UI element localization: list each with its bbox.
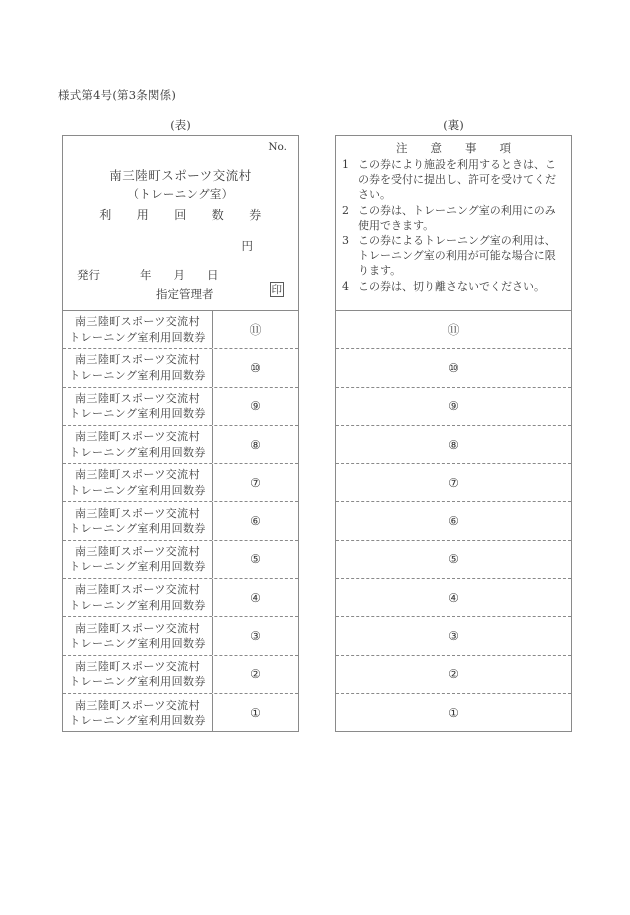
- table-row[interactable]: [63, 426, 298, 464]
- ticket-number-cell: ⑦: [448, 475, 459, 490]
- ticket-number-cell: ②: [448, 667, 459, 682]
- ticket-kind-line: トレーニング室利用回数券: [69, 483, 206, 497]
- back-notes-card: [336, 136, 571, 311]
- ticket-number-cell: ⑨: [448, 399, 459, 414]
- note-item: [342, 279, 565, 294]
- ticket-name-cell: [63, 541, 213, 578]
- table-row[interactable]: [63, 502, 298, 540]
- back-panel-caption: (裏): [443, 118, 464, 132]
- note-text: この券により施設を利用するときは、この券を受付に提出し、許可を受けてください。: [358, 158, 556, 202]
- ticket-number-cell: ⑨: [250, 399, 261, 414]
- ticket-name-cell: [63, 502, 213, 539]
- ticket-kind-title: 利 用 回 数 券: [99, 208, 262, 222]
- note-number: 1: [342, 158, 349, 171]
- note-item: [342, 233, 565, 279]
- ticket-number-cell: ⑥: [250, 514, 261, 529]
- ticket-name-cell: [63, 311, 213, 348]
- yen-unit-label: 円: [241, 239, 253, 253]
- ticket-facility-line: 南三陸町スポーツ交流村: [75, 430, 200, 444]
- issue-label: 発行: [77, 268, 100, 282]
- note-text: この券によるトレーニング室の利用は、トレーニング室の利用が可能な場合に限ります。: [358, 234, 556, 278]
- ticket-facility-line: 南三陸町スポーツ交流村: [75, 583, 200, 597]
- ticket-facility-line: 南三陸町スポーツ交流村: [75, 621, 200, 635]
- note-number: 4: [342, 279, 349, 293]
- form-number: 様式第4号(第3条関係): [58, 88, 177, 102]
- ticket-facility-line: 南三陸町スポーツ交流村: [75, 391, 200, 405]
- front-ticket-list: [63, 311, 298, 732]
- month-label: 月: [173, 268, 185, 282]
- note-text: この券は、トレーニング室の利用にのみ使用できます。: [358, 203, 556, 232]
- facility-name: 南三陸町スポーツ交流村: [109, 168, 252, 183]
- ticket-kind-line: トレーニング室利用回数券: [69, 330, 206, 344]
- table-row[interactable]: [63, 579, 298, 617]
- ticket-kind-line: トレーニング室利用回数券: [69, 368, 206, 382]
- back-panel: [335, 135, 572, 732]
- table-row[interactable]: [336, 656, 571, 694]
- ticket-kind-line: トレーニング室利用回数券: [69, 637, 206, 651]
- ticket-name-cell: [63, 579, 213, 616]
- ticket-facility-line: 南三陸町スポーツ交流村: [75, 353, 200, 367]
- front-panel: [62, 135, 299, 732]
- note-item: [342, 203, 565, 233]
- front-panel-caption: (表): [170, 118, 191, 132]
- ticket-kind-line: トレーニング室利用回数券: [69, 445, 206, 459]
- ticket-name-cell: [63, 656, 213, 693]
- ticket-number-cell: ⑥: [448, 514, 459, 529]
- ticket-facility-line: 南三陸町スポーツ交流村: [75, 659, 200, 673]
- notes-title: 注 意 事 項: [396, 141, 511, 155]
- table-row[interactable]: [336, 694, 571, 732]
- table-row[interactable]: [336, 502, 571, 540]
- table-row[interactable]: [336, 541, 571, 579]
- back-ticket-list: [336, 311, 571, 732]
- ticket-number-cell: ⑪: [447, 323, 460, 338]
- ticket-facility-line: 南三陸町スポーツ交流村: [75, 315, 200, 329]
- ticket-number-cell: ⑦: [250, 475, 261, 490]
- room-name: （トレーニング室）: [127, 187, 234, 201]
- ticket-name-cell: [63, 694, 213, 732]
- ticket-facility-line: 南三陸町スポーツ交流村: [75, 506, 200, 520]
- manager-label: 指定管理者: [156, 287, 214, 301]
- table-row[interactable]: [63, 464, 298, 502]
- front-header-card: [63, 136, 298, 311]
- table-row[interactable]: [336, 388, 571, 426]
- ticket-kind-line: トレーニング室利用回数券: [69, 560, 206, 574]
- table-row[interactable]: [63, 388, 298, 426]
- ticket-name-cell: [63, 617, 213, 654]
- notes-list: [342, 157, 565, 294]
- ticket-number-cell: ②: [250, 667, 261, 682]
- ticket-name-cell: [63, 349, 213, 386]
- ticket-number-cell: ①: [250, 706, 261, 721]
- ticket-number-cell: ⑩: [448, 360, 459, 375]
- year-label: 年: [140, 268, 152, 282]
- table-row[interactable]: [336, 311, 571, 349]
- day-label: 日: [207, 268, 219, 282]
- ticket-number-cell: ⑤: [250, 552, 261, 567]
- ticket-kind-line: トレーニング室利用回数券: [69, 407, 206, 421]
- note-number: 2: [342, 203, 349, 217]
- table-row[interactable]: [63, 694, 298, 732]
- table-row[interactable]: [336, 579, 571, 617]
- table-row[interactable]: [63, 617, 298, 655]
- ticket-number-cell: ⑧: [250, 437, 261, 452]
- table-row[interactable]: [63, 656, 298, 694]
- ticket-number-cell: ④: [250, 590, 261, 605]
- ticket-kind-line: トレーニング室利用回数券: [69, 714, 206, 728]
- table-row[interactable]: [63, 541, 298, 579]
- note-number: 3: [342, 234, 349, 248]
- ticket-facility-line: 南三陸町スポーツ交流村: [75, 544, 200, 558]
- ticket-facility-line: 南三陸町スポーツ交流村: [75, 468, 200, 482]
- issue-date-line: [77, 267, 219, 283]
- ticket-kind-line: トレーニング室利用回数券: [69, 675, 206, 689]
- ticket-number-cell: ⑧: [448, 437, 459, 452]
- note-text: この券は、切り離さないでください。: [358, 279, 545, 293]
- ticket-number-cell: ④: [448, 590, 459, 605]
- serial-no-label: No.: [268, 141, 287, 153]
- table-row[interactable]: [336, 426, 571, 464]
- table-row[interactable]: [336, 617, 571, 655]
- ticket-number-cell: ③: [448, 629, 459, 644]
- ticket-name-cell: [63, 426, 213, 463]
- note-item: [342, 157, 565, 203]
- ticket-number-cell: ⑪: [249, 323, 262, 338]
- ticket-facility-line: 南三陸町スポーツ交流村: [75, 698, 200, 712]
- seal-box: 印: [271, 284, 282, 296]
- ticket-number-cell: ①: [448, 706, 459, 721]
- ticket-kind-line: トレーニング室利用回数券: [69, 522, 206, 536]
- ticket-name-cell: [63, 388, 213, 425]
- ticket-number-cell: ⑤: [448, 552, 459, 567]
- table-row[interactable]: [63, 349, 298, 387]
- table-row[interactable]: [336, 464, 571, 502]
- table-row[interactable]: [336, 349, 571, 387]
- ticket-name-cell: [63, 464, 213, 501]
- table-row[interactable]: [63, 311, 298, 349]
- ticket-kind-line: トレーニング室利用回数券: [69, 598, 206, 612]
- ticket-number-cell: ⑩: [250, 360, 261, 375]
- ticket-number-cell: ③: [250, 629, 261, 644]
